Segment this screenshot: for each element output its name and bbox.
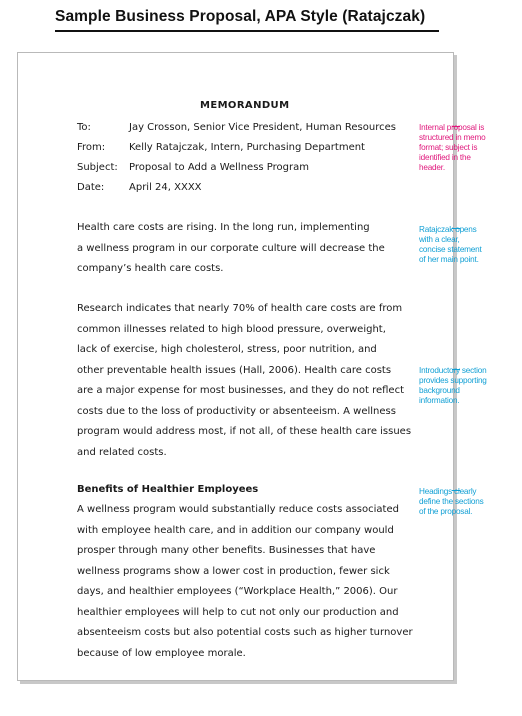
text-line: and related costs. — [77, 446, 167, 458]
annotation-line: Ratajczak opens — [419, 225, 477, 234]
annotation-headings — [419, 487, 511, 517]
annotation-line: Internal proposal is — [419, 123, 485, 132]
annotation-line: Headings clearly — [419, 487, 477, 496]
memo-field-from — [77, 142, 365, 153]
text-line: Health care costs are rising. In the long run, implementing — [77, 222, 370, 233]
annotation-line: with a clear, — [419, 235, 460, 244]
field-label: Date: — [77, 182, 105, 193]
text-line: absenteeism costs but also potential costs such as higher turnover — [77, 627, 413, 638]
memo-field-subject — [77, 162, 309, 173]
annotation-line: identified in the — [419, 153, 471, 162]
field-label: Subject: — [77, 162, 118, 173]
text-line: healthier employees will help to cut not only our production and — [77, 606, 399, 618]
memo-field-to — [77, 122, 396, 133]
annotation-line: structured in memo — [419, 133, 486, 142]
annotation-line: of the proposal. — [419, 507, 473, 516]
text-line: wellness programs show a lower cost in production, fewer sick — [77, 565, 390, 577]
text-line: costs due to the loss of productivity or absenteeism. A wellness — [77, 405, 396, 417]
text-line: prosper through many other benefits. Businesses that have — [77, 545, 376, 556]
text-line: because of low employee morale. — [77, 647, 246, 659]
paragraph-benefits — [77, 500, 412, 664]
field-value: April 24, XXXX — [129, 182, 202, 193]
annotation-line: provides supporting — [419, 376, 487, 385]
section-heading: Benefits of Healthier Employees — [77, 484, 259, 495]
memo-heading: MEMORANDUM — [200, 100, 290, 111]
field-label: To: — [77, 122, 91, 133]
annotation-line: concise statement — [419, 245, 482, 254]
text-line: lack of exercise, high cholesterol, stress, poor nutrition, and — [77, 344, 377, 355]
text-line: a wellness program in our corporate culture will decrease the — [77, 242, 385, 254]
annotation-memo-format — [419, 123, 511, 173]
annotation-line: header. — [419, 163, 445, 172]
text-line: are a major expense for most businesses, and they do not reflect — [77, 385, 405, 396]
text-line: with employee health care, and in addition our company would — [77, 524, 394, 536]
field-value: Jay Crosson, Senior Vice President, Human Resources — [129, 122, 396, 133]
text-line: common illnesses related to high blood pressure, overweight, — [77, 323, 386, 335]
annotation-line: Introductory section — [419, 366, 487, 375]
field-label: From: — [77, 142, 106, 153]
annotation-line: of her main point. — [419, 255, 479, 264]
annotation-line: define the sections — [419, 497, 484, 506]
paragraph-intro — [77, 218, 412, 280]
memo-field-date — [77, 182, 202, 193]
text-line: Research indicates that nearly 70% of health care costs are from — [77, 303, 403, 314]
annotation-main-point — [419, 225, 511, 265]
text-line: program would address most, if not all, of these health care issues — [77, 426, 412, 437]
field-value: Proposal to Add a Wellness Program — [129, 162, 309, 173]
document-title: Sample Business Proposal, APA Style (Ratajczak) — [55, 8, 426, 25]
annotation-line: background — [419, 386, 460, 395]
text-line: days, and healthier employees (“Workplace Health,” 2006). Our — [77, 586, 398, 597]
title-underline — [55, 30, 439, 32]
text-line: company’s health care costs. — [77, 263, 224, 274]
field-value: Kelly Ratajczak, Intern, Purchasing Department — [129, 142, 365, 153]
annotation-line: information. — [419, 396, 460, 405]
text-line: other preventable health issues (Hall, 2006). Health care costs — [77, 364, 392, 376]
text-line: A wellness program would substantially reduce costs associated — [77, 504, 399, 515]
paragraph-research — [77, 299, 412, 463]
annotation-introductory-section — [419, 366, 511, 406]
annotation-line: format; subject is — [419, 143, 478, 152]
